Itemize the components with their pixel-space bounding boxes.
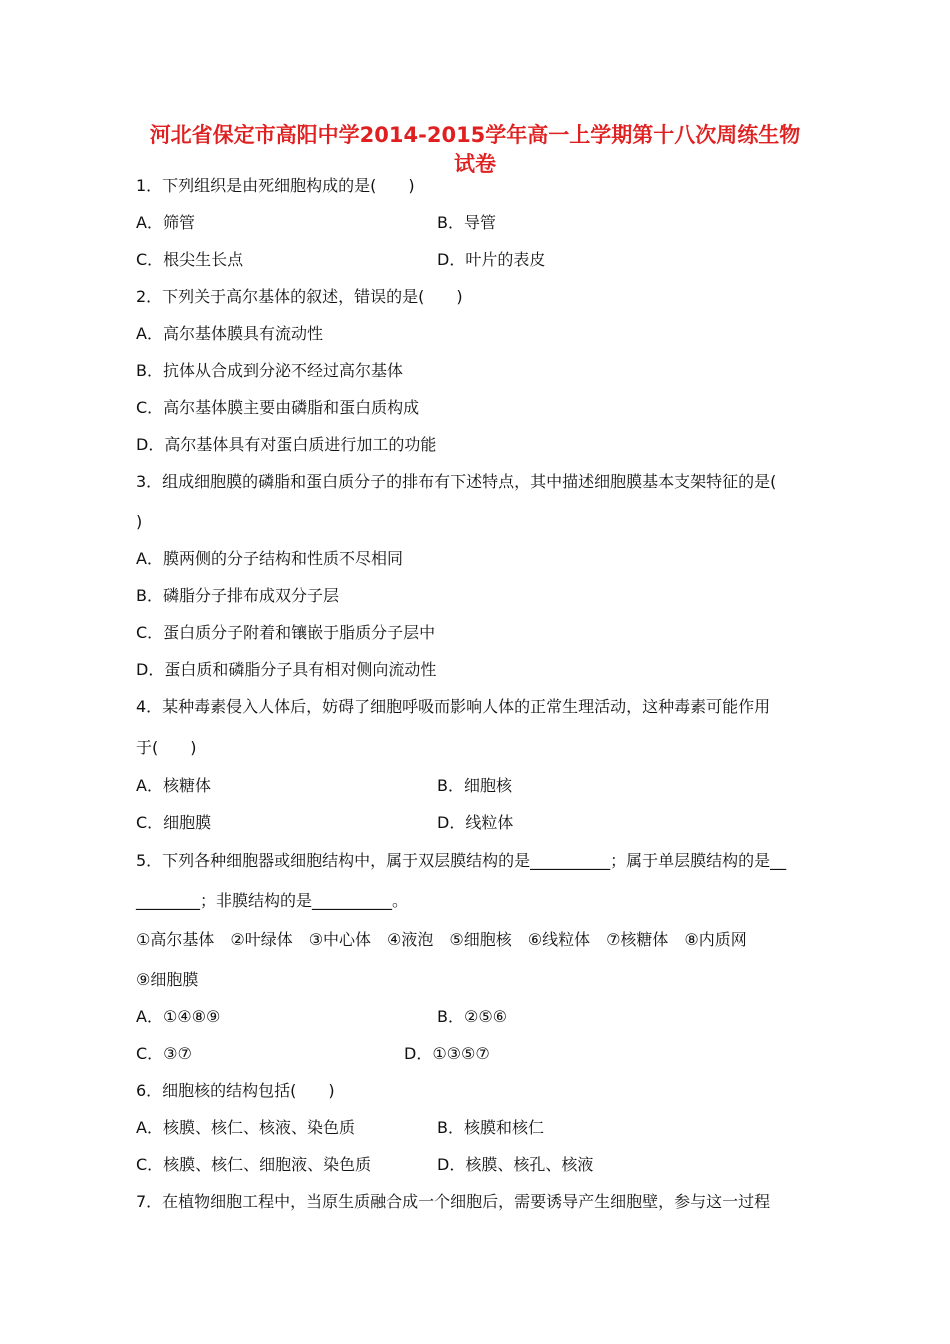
question-2-option-a: A．高尔基体膜具有流动性 <box>136 324 323 343</box>
question-3-option-a: A．膜两侧的分子结构和性质不尽相同 <box>136 549 403 568</box>
question-1-option-b: B．导管 <box>437 213 496 232</box>
question-1-option-c: C．根尖生长点 <box>136 250 244 269</box>
question-5-option-d: D．①③⑤⑦ <box>404 1044 490 1063</box>
document-title-line2: 试卷 <box>454 152 496 176</box>
question-5-stem-line1: 5．下列各种细胞器或细胞结构中，属于双层膜结构的是__________；属于单层膜结构的是__ <box>136 851 787 870</box>
question-1-option-a: A．筛管 <box>136 213 195 232</box>
question-5-stem-line2: ________；非膜结构的是__________。 <box>136 891 409 910</box>
document-title-line1: 河北省保定市高阳中学2014-2015学年高一上学期第十八次周练生物 <box>149 123 801 147</box>
question-5-option-b: B．②⑤⑥ <box>437 1007 508 1026</box>
question-3-stem-line1: 3．组成细胞膜的磷脂和蛋白质分子的排布有下述特点，其中描述细胞膜基本支架特征的是( <box>136 472 777 491</box>
question-1-option-d: D．叶片的表皮 <box>437 250 546 269</box>
question-6-stem: 6．细胞核的结构包括( ) <box>136 1081 335 1100</box>
question-6-option-c: C．核膜、核仁、细胞液、染色质 <box>136 1155 372 1174</box>
question-4-option-a: A．核糖体 <box>136 776 211 795</box>
question-2-option-d: D．高尔基体具有对蛋白质进行加工的功能 <box>136 435 437 454</box>
question-5-option-a: A．①④⑧⑨ <box>136 1007 221 1026</box>
question-3-option-c: C．蛋白质分子附着和镶嵌于脂质分子层中 <box>136 623 436 642</box>
question-6-option-b: B．核膜和核仁 <box>437 1118 544 1137</box>
question-6-option-d: D．核膜、核孔、核液 <box>437 1155 594 1174</box>
question-5-items-line2: ⑨细胞膜 <box>136 970 199 989</box>
question-3-stem-line2: ) <box>136 512 143 531</box>
question-2-option-c: C．高尔基体膜主要由磷脂和蛋白质构成 <box>136 398 420 417</box>
question-3-option-b: B．磷脂分子排布成双分子层 <box>136 586 339 605</box>
question-7-stem-line1: 7．在植物细胞工程中，当原生质融合成一个细胞后，需要诱导产生细胞壁，参与这一过程 <box>136 1192 771 1211</box>
question-4-stem-line2: 于( ) <box>136 738 197 757</box>
question-3-option-d: D．蛋白质和磷脂分子具有相对侧向流动性 <box>136 660 437 679</box>
question-2-stem: 2．下列关于高尔基体的叙述，错误的是( ) <box>136 287 463 306</box>
question-5-option-c: C．③⑦ <box>136 1044 192 1063</box>
question-6-option-a: A．核膜、核仁、核液、染色质 <box>136 1118 355 1137</box>
question-5-items-line1: ①高尔基体 ②叶绿体 ③中心体 ④液泡 ⑤细胞核 ⑥线粒体 ⑦核糖体 ⑧内质网 <box>136 930 747 949</box>
question-4-option-b: B．细胞核 <box>437 776 512 795</box>
question-4-option-d: D．线粒体 <box>437 813 514 832</box>
question-4-stem-line1: 4．某种毒素侵入人体后，妨碍了细胞呼吸而影响人体的正常生理活动，这种毒素可能作用 <box>136 697 771 716</box>
question-2-option-b: B．抗体从合成到分泌不经过高尔基体 <box>136 361 403 380</box>
question-4-option-c: C．细胞膜 <box>136 813 212 832</box>
question-1-stem: 1．下列组织是由死细胞构成的是( ) <box>136 176 415 195</box>
